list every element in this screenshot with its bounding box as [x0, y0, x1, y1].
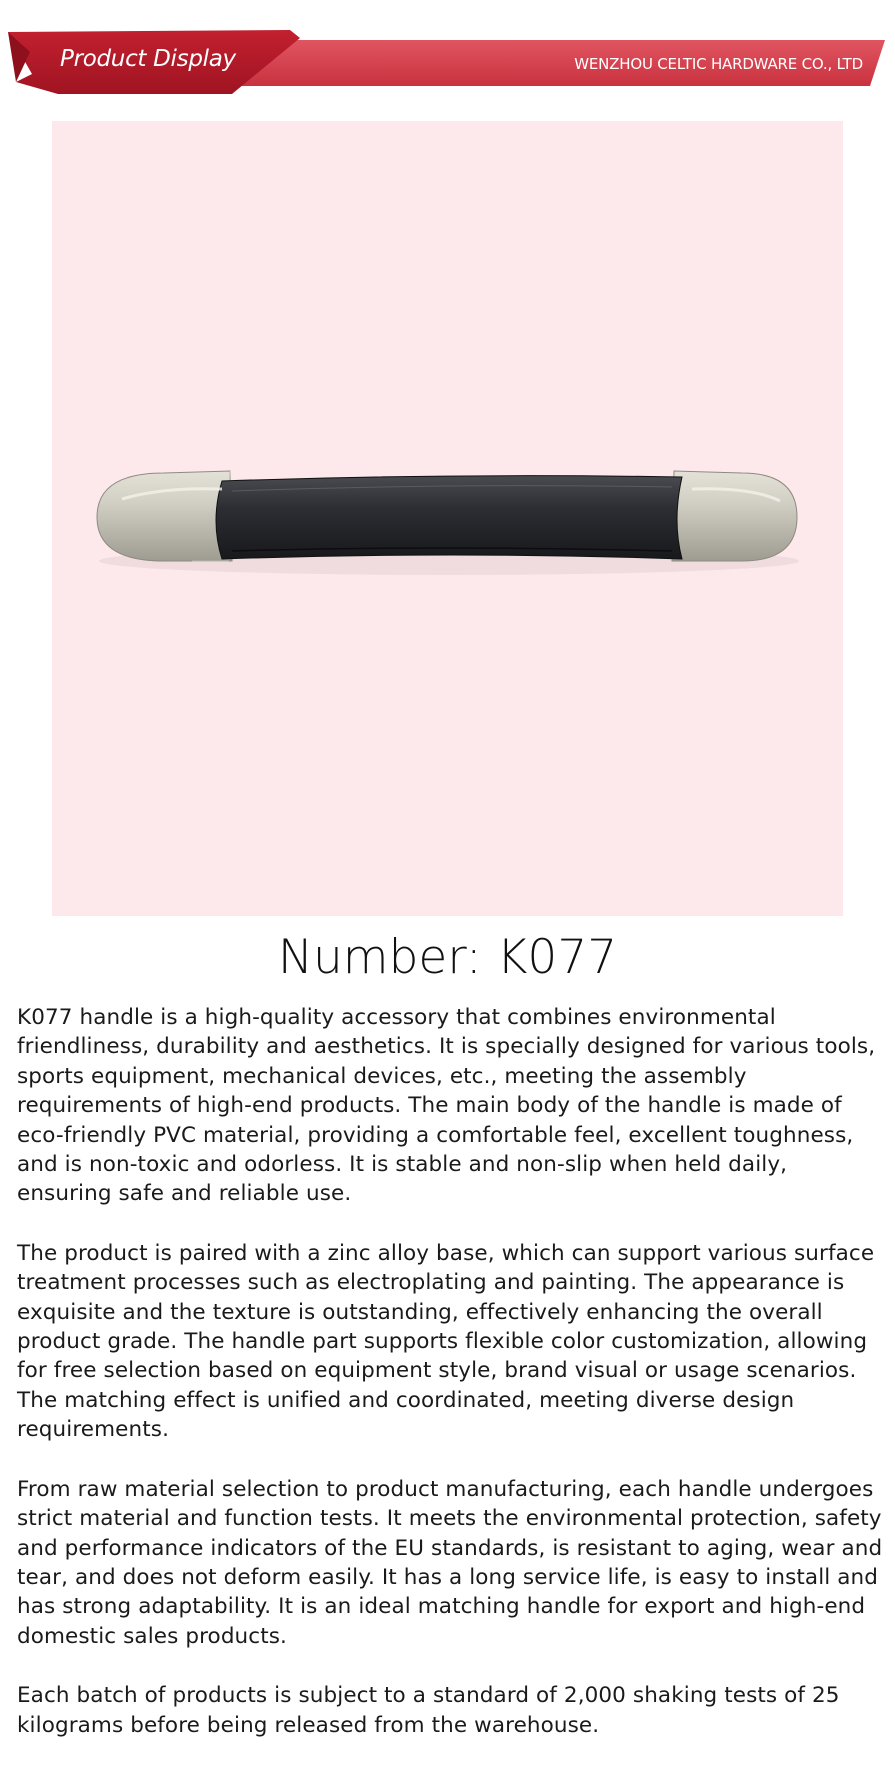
header-banner — [0, 0, 895, 110]
description-paragraph: Each batch of products is subject to a standard of 2,000 shaking tests of 25 kilograms before being released from the warehouse. — [17, 1683, 840, 1738]
product-image-panel — [52, 121, 843, 916]
description-paragraph: From raw material selection to product manufacturing, each handle undergoes strict material and function tests. It meets the environmental protection, safety and performance indicators of the EU standards, is resistant to aging, wear and tear, and does not deform easily. It has a long service life, is easy to install and has strong adaptability. It is an ideal matching handle for export and high-end domestic sales products. — [17, 1476, 883, 1649]
banner-title: Product Display — [60, 46, 236, 72]
description-paragraph: The product is paired with a zinc alloy base, which can support various surface treatment processes such as electroplating and painting. The appearance is exquisite and the texture is outstanding, effectively enhancing the overall product grade. The handle part supports flexible color customization, allowing for free selection based on equipment style, brand visual or usage scenarios. The matching effect is unified and coordinated, meeting diverse design requirements. — [17, 1240, 875, 1443]
product-description — [17, 1003, 887, 1770]
product-number-heading: Number: K077 — [277, 930, 618, 985]
description-paragraph: K077 handle is a high-quality accessory that combines environmental friendliness, durability and aesthetics. It is specially designed for various tools, sports equipment, mechanical devices, etc., meeting the assembly requirements of high-end products. The main body of the handle is made of eco-friendly PVC material, providing a comfortable feel, excellent toughness, and is non-toxic and odorless. It is stable and non-slip when held daily, ensuring safe and reliable use. — [17, 1005, 876, 1207]
company-name: WENZHOU CELTIC HARDWARE CO., LTD — [574, 55, 863, 73]
handle-image — [52, 121, 843, 916]
